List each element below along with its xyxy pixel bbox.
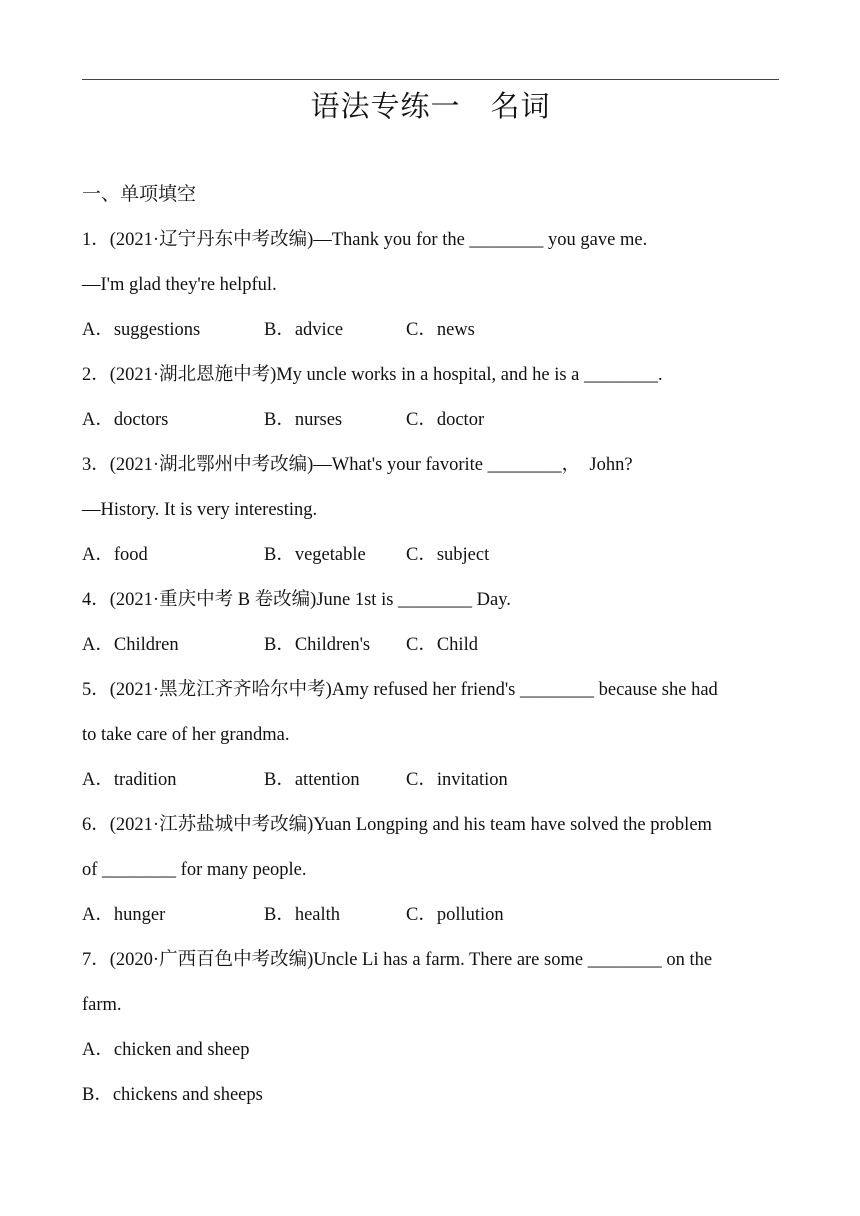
question-3-stem: 3．(2021·湖北鄂州中考改编)—What's your favorite ________， John?: [82, 455, 633, 475]
option-c[interactable]: C．subject: [406, 545, 490, 565]
option-c[interactable]: C．doctor: [406, 410, 485, 430]
question-3-reply: —History. It is very interesting.: [82, 500, 318, 520]
question-2-stem: 2．(2021·湖北恩施中考)My uncle works in a hospital, and he is a ________.: [82, 365, 663, 385]
option-a[interactable]: A．Children: [82, 635, 179, 655]
option-a[interactable]: A．food: [82, 545, 148, 565]
question-1-reply: —I'm glad they're helpful.: [82, 275, 277, 295]
question-1-stem: 1．(2021·辽宁丹东中考改编)—Thank you for the ________ you gave me.: [82, 230, 648, 250]
option-c[interactable]: C．news: [406, 320, 475, 340]
option-c[interactable]: C．invitation: [406, 770, 508, 790]
option-b[interactable]: B．vegetable: [264, 545, 366, 565]
header-rule: [82, 79, 779, 80]
page-title: 语法专练一 名词: [310, 89, 551, 123]
option-b[interactable]: B．health: [264, 905, 341, 925]
option-b[interactable]: B．Children's: [264, 635, 371, 655]
question-4-stem: 4．(2021·重庆中考 B 卷改编)June 1st is ________ Day.: [82, 590, 511, 610]
section-heading: 一、单项填空: [82, 184, 197, 205]
option-a[interactable]: A．chicken and sheep: [82, 1040, 250, 1060]
option-b[interactable]: B．attention: [264, 770, 360, 790]
option-b[interactable]: B．advice: [264, 320, 344, 340]
question-7-stem-continued: farm.: [82, 995, 122, 1015]
option-c[interactable]: C．pollution: [406, 905, 504, 925]
question-7-stem: 7．(2020·广西百色中考改编)Uncle Li has a farm. There are some ________ on the: [82, 950, 713, 970]
option-a[interactable]: A．doctors: [82, 410, 169, 430]
option-b[interactable]: B．chickens and sheeps: [82, 1085, 263, 1105]
option-a[interactable]: A．hunger: [82, 905, 166, 925]
question-5-stem: 5．(2021·黑龙江齐齐哈尔中考)Amy refused her friend's ________ because she had: [82, 680, 718, 700]
option-b[interactable]: B．nurses: [264, 410, 343, 430]
option-a[interactable]: A．tradition: [82, 770, 177, 790]
question-6-stem: 6．(2021·江苏盐城中考改编)Yuan Longping and his team have solved the problem: [82, 815, 712, 835]
option-c[interactable]: C．Child: [406, 635, 478, 655]
option-a[interactable]: A．suggestions: [82, 320, 201, 340]
question-6-stem-continued: of ________ for many people.: [82, 860, 307, 880]
question-5-stem-continued: to take care of her grandma.: [82, 725, 290, 745]
